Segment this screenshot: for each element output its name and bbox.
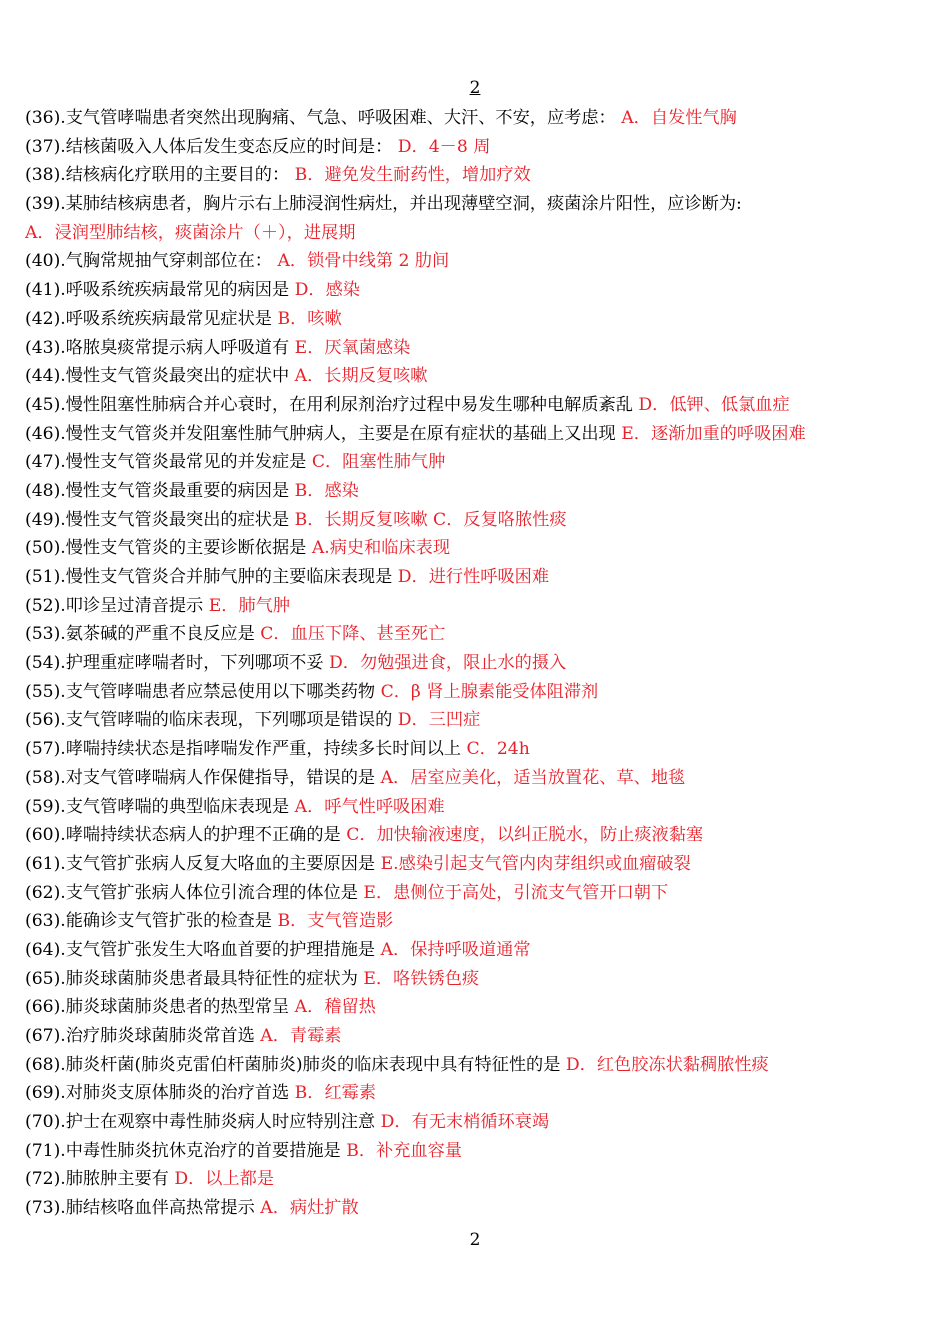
answer-text: E．厌氧菌感染 [289, 337, 411, 358]
question-text: (60).哮喘持续状态病人的护理不正确的是 [25, 825, 341, 846]
question-item [25, 735, 930, 764]
question-item [25, 362, 930, 391]
answer-text: A．浸润型肺结核，痰菌涂片（＋），进展期 [25, 222, 356, 243]
question-text: (44).慢性支气管炎最突出的症状中 [25, 366, 290, 387]
question-text: (49).慢性支气管炎最突出的症状是 [25, 509, 290, 530]
answer-text: D．感染 [289, 280, 360, 301]
answer-text: E．逐渐加重的呼吸困难 [615, 423, 806, 444]
question-text: (51).慢性支气管炎合并肺气肿的主要临床表现是 [25, 567, 393, 587]
question-item [25, 506, 930, 535]
answer-text: D．有无末梢循环衰竭 [375, 1112, 550, 1133]
question-item [25, 276, 930, 305]
answer-text: A．稽留热 [289, 997, 376, 1018]
answer-text: B．支气管造影 [272, 911, 394, 932]
question-text: (41).呼吸系统疾病最常见的病因是 [25, 280, 290, 301]
question-item [25, 993, 930, 1022]
header-page-number: 2 [469, 78, 481, 98]
answer-text: B．感染 [289, 480, 359, 501]
question-text: (36).支气管哮喘患者突然出现胸痛、气急、呼吸困难、大汗、不安，应考虑： [25, 108, 616, 128]
question-item [25, 1194, 930, 1223]
answer-text: C．24h [461, 739, 530, 760]
question-item [25, 247, 930, 276]
answer-text: A．病灶扩散 [254, 1198, 359, 1219]
question-item [25, 1022, 930, 1051]
question-text: (73).肺结核咯血伴高热常提示 [25, 1198, 255, 1219]
answer-text: D．进行性呼吸困难 [392, 567, 550, 587]
question-text: (39).某肺结核病患者，胸片示右上肺浸润性病灶，并出现薄壁空洞，痰菌涂片阳性，应诊断为: [25, 194, 742, 215]
question-item [25, 563, 930, 592]
question-text: (69).对肺炎支原体肺炎的治疗首选 [25, 1083, 290, 1104]
answer-text: B．咳嗽 [272, 308, 342, 329]
question-text: (46).慢性支气管炎并发阻塞性肺气肿病人，主要是在原有症状的基础上又出现 [25, 423, 616, 444]
question-item [25, 879, 930, 908]
answer-text: A．锁骨中线第 2 肋间 [272, 251, 450, 272]
question-text: (66).肺炎球菌肺炎患者的热型常呈 [25, 997, 290, 1018]
answer-text: D．红色胶冻状黏稠脓性痰 [560, 1054, 769, 1075]
answer-text: A．保持呼吸道通常 [375, 939, 531, 960]
answer-text: D．三凹症 [392, 710, 481, 731]
question-item [25, 1137, 930, 1166]
question-item [25, 104, 930, 133]
question-item [25, 420, 930, 449]
question-item [25, 534, 930, 563]
question-text: (43).咯脓臭痰常提示病人呼吸道有 [25, 337, 290, 358]
question-item [25, 965, 930, 994]
question-text: (68).肺炎杆菌(肺炎克雷伯杆菌肺炎)肺炎的临床表现中具有特征性的是 [25, 1054, 561, 1075]
answer-text: D．以上都是 [168, 1169, 275, 1190]
answer-text: B．补充血容量 [340, 1140, 462, 1161]
question-text: (70).护士在观察中毒性肺炎病人时应特别注意 [25, 1112, 376, 1133]
answer-text: E．患侧位于高处，引流支气管开口朝下 [357, 882, 669, 903]
question-item [25, 391, 930, 420]
answer-text: D．低钾、低氯血症 [632, 394, 790, 415]
answer-text: A．居室应美化，适当放置花、草、地毯 [375, 767, 686, 788]
answer-text: A．青霉素 [254, 1026, 342, 1046]
question-text: (40).气胸常规抽气穿刺部位在： [25, 251, 272, 272]
footer-page-number: 2 [469, 1230, 481, 1250]
answer-text: C．β 肾上腺素能受体阻滞剂 [375, 681, 599, 702]
answer-text: C．血压下降、甚至死亡 [254, 624, 446, 645]
question-item [25, 1079, 930, 1108]
question-text: (47).慢性支气管炎最常见的并发症是 [25, 452, 307, 473]
question-text: (57).哮喘持续状态是指哮喘发作严重，持续多长时间以上 [25, 739, 462, 760]
answer-text: B．红霉素 [289, 1083, 377, 1104]
question-text: (67).治疗肺炎球菌肺炎常首选 [25, 1026, 255, 1046]
question-item [25, 821, 930, 850]
question-item [25, 850, 930, 879]
question-item [25, 448, 930, 477]
answer-text: C．加快输液速度，以纠正脱水，防止痰液黏塞 [340, 825, 704, 846]
question-item [25, 907, 930, 936]
question-item [25, 1051, 930, 1080]
question-text: (54).护理重症哮喘者时，下列哪项不妥 [25, 653, 324, 674]
question-text: (58).对支气管哮喘病人作保健指导，错误的是 [25, 767, 376, 788]
question-text: (50).慢性支气管炎的主要诊断依据是 [25, 538, 307, 559]
question-text: (55).支气管哮喘患者应禁忌使用以下哪类药物 [25, 681, 376, 702]
question-item [25, 936, 930, 965]
question-text: (45).慢性阻塞性肺病合并心衰时，在用利尿剂治疗过程中易发生哪种电解质紊乱 [25, 394, 633, 415]
question-text: (61).支气管扩张病人反复大咯血的主要原因是 [25, 853, 376, 874]
question-item [25, 706, 930, 735]
question-item [25, 678, 930, 707]
question-text: (71).中毒性肺炎抗休克治疗的首要措施是 [25, 1140, 341, 1161]
answer-text: A．长期反复咳嗽 [289, 366, 428, 387]
answer-text: E．咯铁锈色痰 [357, 968, 480, 989]
answer-text: D．4－8 周 [392, 136, 491, 157]
answer-text: B．避免发生耐药性，增加疗效 [289, 165, 531, 186]
answer-text: A．自发性气胸 [615, 108, 737, 128]
question-text: (62).支气管扩张病人体位引流合理的体位是 [25, 882, 358, 903]
question-text: (59).支气管哮喘的典型临床表现是 [25, 796, 290, 817]
answer-text: A.病史和临床表现 [306, 538, 451, 559]
answer-text: A．呼气性呼吸困难 [289, 796, 445, 817]
question-item [25, 190, 930, 219]
answer-text: E.感染引起支气管内肉芽组织或血瘤破裂 [375, 853, 691, 874]
question-text: (63).能确诊支气管扩张的检查是 [25, 911, 272, 932]
question-text: (65).肺炎球菌肺炎患者最具特征性的症状为 [25, 968, 358, 989]
question-text: (48).慢性支气管炎最重要的病因是 [25, 480, 290, 501]
question-text: (52).叩诊呈过清音提示 [25, 595, 204, 616]
question-item [25, 620, 930, 649]
answer-text: E．肺气肿 [203, 595, 291, 616]
question-text: (53).氨茶碱的严重不良反应是 [25, 624, 255, 645]
question-item [25, 649, 930, 678]
question-item [25, 219, 930, 248]
answer-text: C．阻塞性肺气肿 [306, 452, 446, 473]
question-text: (38).结核病化疗联用的主要目的： [25, 165, 290, 186]
answer-text: B．长期反复咳嗽 C．反复咯脓性痰 [289, 509, 567, 530]
question-item [25, 477, 930, 506]
question-item [25, 161, 930, 190]
question-item [25, 334, 930, 363]
question-item [25, 133, 930, 162]
question-text: (56).支气管哮喘的临床表现，下列哪项是错误的 [25, 710, 393, 731]
question-item [25, 592, 930, 621]
question-item [25, 793, 930, 822]
question-item [25, 764, 930, 793]
question-text: (37).结核菌吸入人体后发生变态反应的时间是： [25, 136, 393, 157]
question-item [25, 305, 930, 334]
question-item [25, 1165, 930, 1194]
question-item [25, 1108, 930, 1137]
question-text: (42).呼吸系统疾病最常见症状是 [25, 308, 272, 329]
question-text: (72).肺脓肿主要有 [25, 1169, 169, 1190]
answer-text: D．勿勉强进食，限止水的摄入 [323, 653, 567, 674]
question-text: (64).支气管扩张发生大咯血首要的护理措施是 [25, 939, 376, 960]
question-list [25, 104, 930, 1223]
